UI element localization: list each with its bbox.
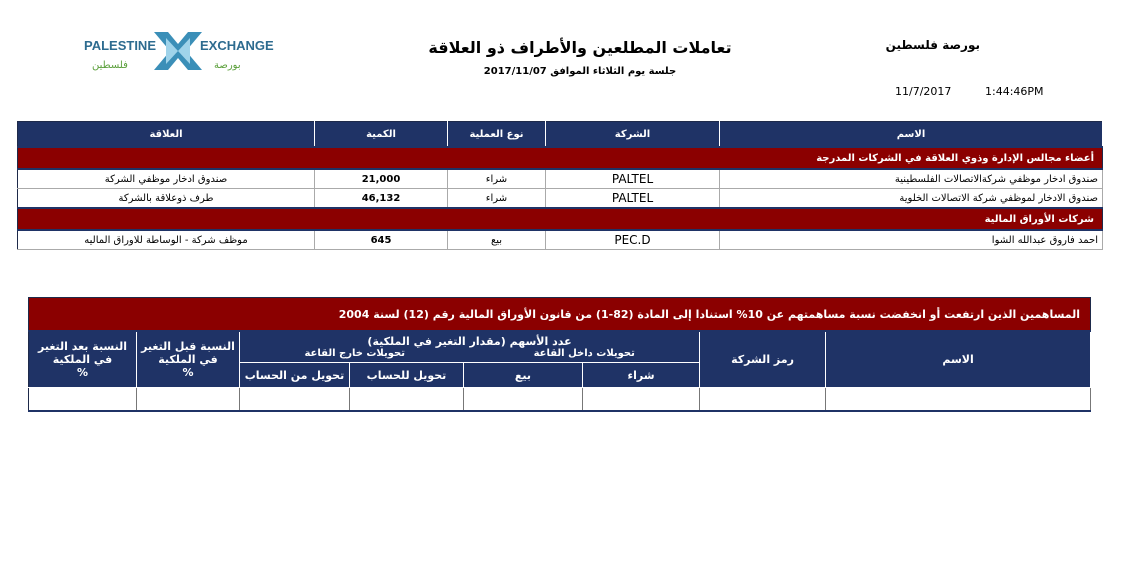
- cell-relation: صندوق ادخار موظفي الشركة: [18, 169, 315, 189]
- exchange-name: بورصة فلسطين: [885, 38, 980, 52]
- shareholders-table: [28, 297, 1091, 412]
- col-operation: نوع العملية: [448, 122, 546, 148]
- insiders-header-row: [18, 122, 1103, 148]
- col-quantity: الكمية: [315, 122, 448, 148]
- col-shares-group: [240, 331, 700, 363]
- col-before-change-label: النسبة قبل التغير في الملكية: [141, 340, 235, 366]
- col-sell: بيع: [464, 363, 583, 388]
- empty-cell: [137, 388, 240, 412]
- cell-operation: شراء: [448, 189, 546, 209]
- empty-cell: [29, 388, 137, 412]
- col-before-change-pct: %: [182, 366, 194, 379]
- col-inside-hall: تحويلات داخل القاعة: [533, 348, 635, 359]
- empty-cell: [240, 388, 350, 412]
- shareholders-header-row-1: [29, 331, 1091, 363]
- session-date: جلسة يوم الثلاثاء الموافق 2017/11/07: [483, 66, 677, 77]
- logo-text-ar-left: فلسطين: [92, 60, 128, 71]
- section-title: أعضاء مجالس الإدارة وذوي العلاقة في الشركات المدرجة: [18, 147, 1103, 169]
- empty-cell: [826, 388, 1091, 412]
- col-relation: العلاقة: [18, 122, 315, 148]
- empty-cell: [583, 388, 700, 412]
- col-shares-label: عدد الأسهم (مقدار التغير في الملكية): [367, 335, 572, 348]
- col-before-change: [137, 331, 240, 388]
- cell-operation: بيع: [448, 230, 546, 250]
- col-after-change: [29, 331, 137, 388]
- cell-quantity: 46,132: [315, 189, 448, 209]
- cell-quantity: 645: [315, 230, 448, 250]
- col-to-account: تحويل للحساب: [350, 363, 464, 388]
- cell-company: PALTEL: [546, 169, 720, 189]
- report-title: تعاملات المطلعين والأطراف ذو العلاقة: [428, 38, 732, 57]
- empty-cell: [700, 388, 826, 412]
- col-buy: شراء: [583, 363, 700, 388]
- section-board-members: [18, 147, 1103, 169]
- cell-company: PALTEL: [546, 189, 720, 209]
- table-row: [18, 189, 1103, 209]
- col-after-change-label: النسبة بعد التغير في الملكية: [37, 340, 128, 366]
- cell-relation: طرف ذوعلاقة بالشركة: [18, 189, 315, 209]
- logo-x-icon: [154, 32, 202, 70]
- col-symbol: رمز الشركة: [700, 331, 826, 388]
- report-time: 1:44:46PM: [985, 85, 1044, 98]
- empty-cell: [350, 388, 464, 412]
- cell-name: صندوق الادخار لموظفي شركة الاتصالات الخلوية: [720, 189, 1103, 209]
- table-row: [29, 388, 1091, 412]
- cell-company: PEC.D: [546, 230, 720, 250]
- section-title: شركات الأوراق المالية: [18, 208, 1103, 230]
- section-securities-companies: [18, 208, 1103, 230]
- shareholders-title-row: [29, 298, 1091, 332]
- logo-text-right: EXCHANGE: [200, 38, 274, 53]
- logo-text-ar-right: بورصة: [214, 60, 241, 71]
- cell-relation: موظف شركة - الوساطة للاوراق الماليه: [18, 230, 315, 250]
- table-row: [18, 169, 1103, 189]
- col-name: الاسم: [720, 122, 1103, 148]
- cell-name: صندوق ادخار موظفي شركةالاتصالات الفلسطينية: [720, 169, 1103, 189]
- table-row: [18, 230, 1103, 250]
- cell-name: احمد فاروق عبدالله الشوا: [720, 230, 1103, 250]
- shareholders-title: المساهمين الذين ارتفعت أو انخفضت نسبة مساهمتهم عن 10% استنادا إلى المادة (82-1) من قانون الأوراق المالية رقم (12) لسنة 2004: [29, 298, 1091, 332]
- col-company: الشركة: [546, 122, 720, 148]
- cell-operation: شراء: [448, 169, 546, 189]
- palestine-exchange-logo: [82, 24, 274, 78]
- cell-quantity: 21,000: [315, 169, 448, 189]
- col-outside-hall: تحويلات خارج القاعة: [304, 348, 406, 359]
- col-after-change-pct: %: [76, 366, 89, 379]
- col-from-account: تحويل من الحساب: [240, 363, 350, 388]
- report-date: 11/7/2017: [895, 85, 952, 98]
- empty-cell: [464, 388, 583, 412]
- logo-text-left: PALESTINE: [84, 38, 156, 53]
- insiders-table: [17, 121, 1103, 250]
- col-shareholder-name: الاسم: [826, 331, 1091, 388]
